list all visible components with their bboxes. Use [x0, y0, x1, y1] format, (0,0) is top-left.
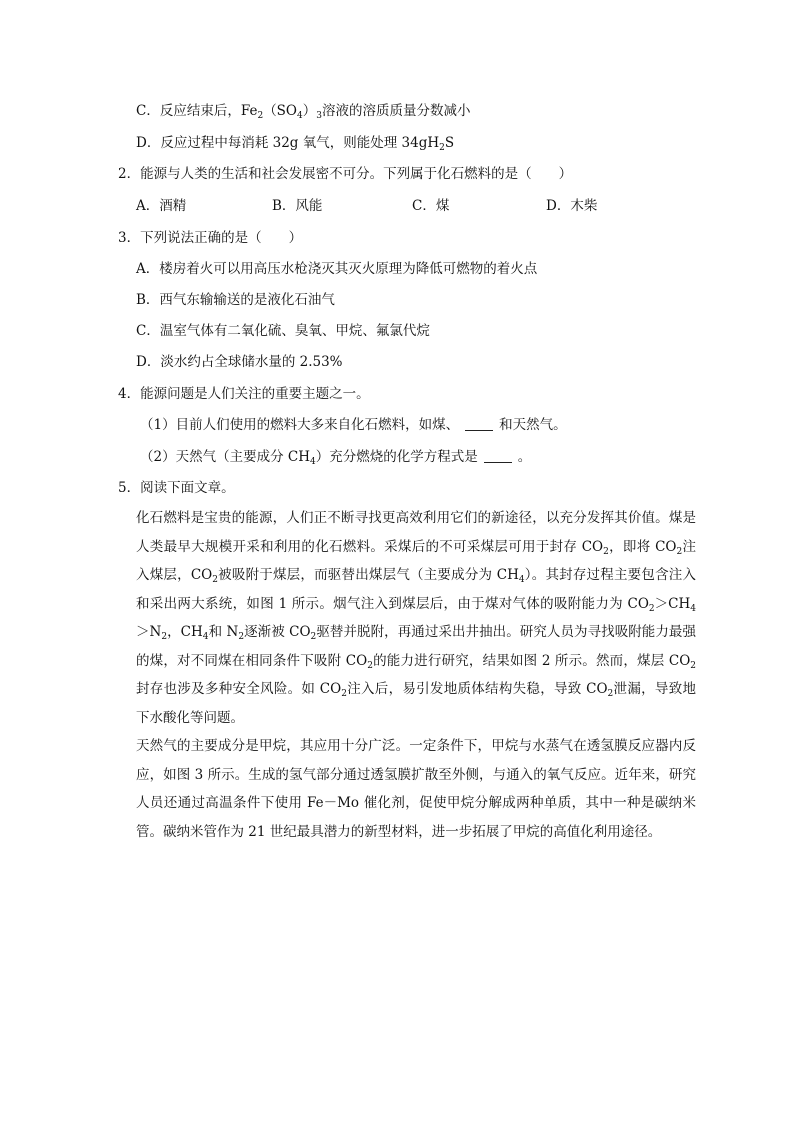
q4-part1: （1）目前人们使用的燃料大多来自化石燃料，如煤、 和天然气。	[140, 417, 567, 433]
subscript: 2	[341, 689, 347, 699]
q2-stem: 2．能源与人类的生活和社会发展密不可分。下列属于化石燃料的是（ ）	[118, 166, 573, 182]
paragraph-text: ，CH	[167, 624, 203, 640]
q5-stem: 5．阅读下面文章。	[118, 480, 235, 496]
paragraph-text: ＞CH	[654, 595, 691, 612]
q3-stem: 3．下列说法正确的是（ ）	[118, 230, 303, 246]
q1-option-c: C．反应结束后，$Fe_2(SO_4)_3$溶液的溶质质量分数减小	[136, 103, 471, 121]
subscript: 2	[212, 575, 218, 585]
q3-option-d: D．淡水约占全球储水量的 2.53%	[136, 354, 343, 370]
answer-blank[interactable]	[465, 416, 493, 431]
paragraph-text: ，即将 CO	[608, 538, 677, 555]
subscript: 2	[607, 689, 614, 699]
subscript: 2	[676, 546, 683, 557]
paragraph-text: 被吸附于煤层，而驱替出煤层气（主要成分为 CH	[217, 567, 519, 583]
q2-option-b: B．风能	[272, 198, 323, 214]
subscript: 2	[603, 546, 609, 557]
q2-option-d: D．木柴	[546, 198, 598, 214]
paragraph-text: 逐渐被 CO	[244, 624, 311, 640]
paragraph-text: 注入煤层，CO	[136, 538, 697, 583]
subscript: 4	[518, 575, 525, 585]
subscript: 2	[648, 603, 655, 614]
subscript: 4	[202, 632, 209, 642]
subscript: 2	[310, 632, 317, 642]
q4-stem: 4．能源问题是人们关注的重要主题之一。	[118, 386, 370, 402]
subscript: 2	[367, 660, 373, 671]
subscript: 4	[690, 603, 696, 614]
q3-option-a: A．楼房着火可以用高压水枪浇灭其灭火原理为降低可燃物的着火点	[136, 261, 538, 277]
subscript: 2	[690, 660, 696, 671]
q2-option-a: A．酒精	[136, 198, 187, 214]
paragraph-text: ＞N	[136, 624, 162, 640]
paragraph-text: 注入后，易引发地质体结构失稳，导致 CO	[346, 681, 608, 697]
q5-paragraph-2: 天然气的主要成分是甲烷，其应用十分广泛。一定条件下，甲烷与水蒸气在透氢膜反应器内反应，如图 3 所示。生成的氢气部分通过透氢膜扩散至外侧，与通入的氧气反应。近年来，研究人员还通过高温条件下使用 Fe－Mo 催化剂，促使甲烷分解成两种单质，其中一种是碳纳米管。碳纳米管作为 21 世纪最具潜力的新型材料，进一步拓展了甲烷的高值化利用途径。	[136, 738, 696, 840]
q1-option-d: D．反应过程中每消耗 32g 氧气，则能处理 $34gH_2S$	[136, 135, 455, 153]
paragraph-text: 的能力进行研究，结果如图 2 所示。然而，煤层 CO	[372, 652, 691, 669]
paragraph-text: 化石燃料是宝贵的能源，人们正不断寻找更高效利用它们的新途径，以充分发挥其价值。煤是人类最早大规模开采和利用的化石燃料。采煤后的不可采煤层可用于封存 CO	[136, 510, 696, 555]
paragraph-text: ）。其封存过程主要包含注入和采出两大系统，如图 1 所示。烟气注入到煤层后，由于煤对气体的吸附能力为 CO	[136, 567, 696, 612]
q3-option-c: C．温室气体有二氧化硫、臭氧、甲烷、氟氯代烷	[136, 323, 430, 339]
q4-part2: （2）天然气（主要成分 $CH_4$）充分燃烧的化学方程式是 。	[140, 449, 532, 467]
subscript: 2	[238, 632, 245, 642]
paragraph-text: 封存也涉及多种安全风险。如 CO	[136, 681, 342, 697]
q2-option-c: C．煤	[412, 198, 450, 214]
answer-blank[interactable]	[484, 448, 512, 463]
q2-options	[136, 196, 656, 216]
paragraph-text: 驱替并脱附，再通过采出井抽出。研究人员为寻找吸附能力最强的煤，对不同煤在相同条件下吸附 CO	[136, 624, 696, 669]
paragraph-text: 和 N	[208, 624, 239, 640]
q3-option-b: B．西气东输输送的是液化石油气	[136, 292, 335, 308]
subscript: 2	[161, 632, 168, 642]
paragraph-text: 泄漏，导致地下水酸化等问题。	[136, 681, 696, 726]
q5-paragraph-1	[136, 504, 696, 732]
